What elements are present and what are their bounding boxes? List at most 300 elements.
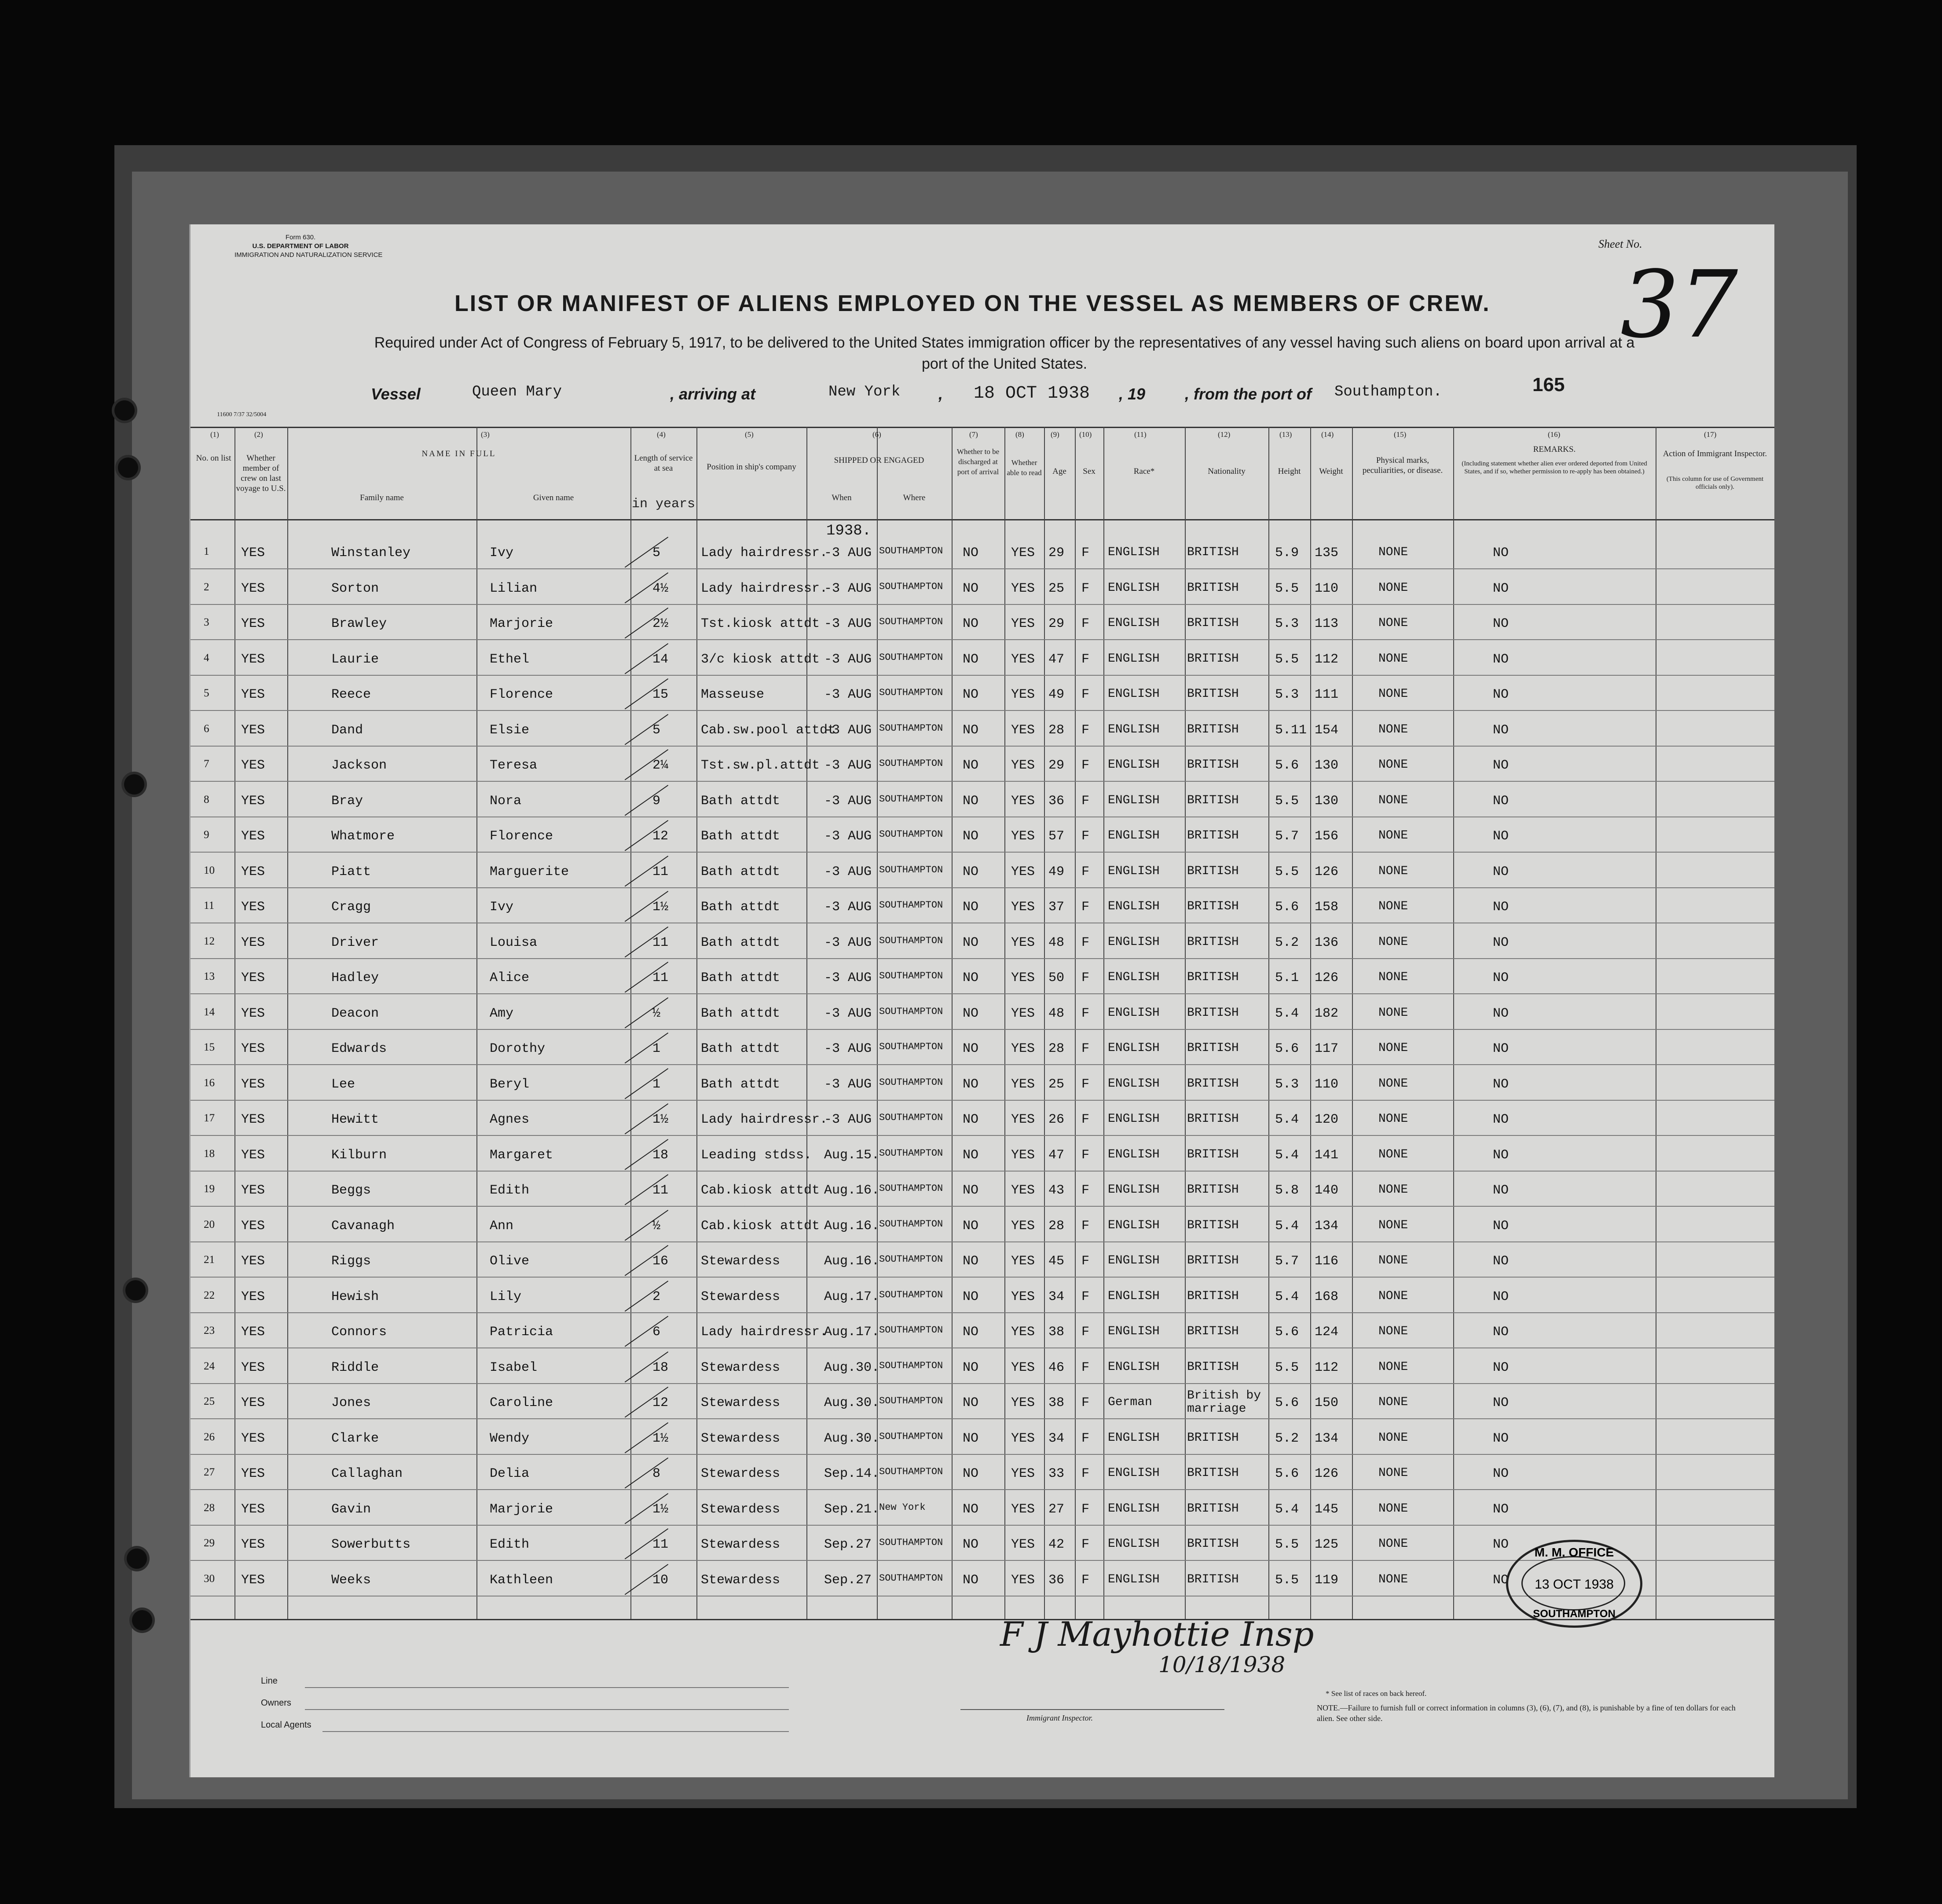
- cell-years: 11: [652, 1183, 669, 1198]
- col-num: (5): [745, 430, 754, 439]
- cell-prev: YES: [241, 1218, 265, 1234]
- cell-marks: NONE: [1378, 1466, 1408, 1480]
- cell-height: 5.7: [1275, 829, 1299, 844]
- cell-weight: 113: [1315, 616, 1339, 631]
- col-num: (10): [1079, 430, 1092, 439]
- cell-read: YES: [1011, 1289, 1035, 1304]
- binding-hole: [132, 1610, 152, 1630]
- cell-family: Cavanagh: [331, 1218, 395, 1234]
- row-rule: [191, 1100, 1774, 1101]
- cell-weight: 117: [1315, 1041, 1339, 1056]
- cell-family: Dand: [331, 722, 363, 738]
- cell-remarks: NO: [1493, 1254, 1509, 1269]
- cell-nat: BRITISH: [1187, 1537, 1239, 1551]
- cell-disch: NO: [963, 1325, 979, 1340]
- cell-no: 29: [204, 1537, 215, 1549]
- row-rule: [191, 887, 1774, 888]
- cell-read: YES: [1011, 1572, 1035, 1588]
- cell-nat: BRITISH: [1187, 793, 1239, 807]
- cell-where: SOUTHAMPTON: [879, 1431, 943, 1442]
- inspector-label: Immigrant Inspector.: [1026, 1714, 1093, 1722]
- cell-age: 38: [1048, 1325, 1065, 1340]
- cell-age: 29: [1048, 758, 1065, 773]
- cell-height: 5.4: [1275, 1112, 1299, 1127]
- cell-given: Teresa: [490, 758, 538, 773]
- cell-prev: YES: [241, 652, 265, 667]
- cell-nat: British by marriage: [1187, 1389, 1261, 1416]
- cell-read: YES: [1011, 1041, 1035, 1056]
- cell-weight: 110: [1315, 1076, 1339, 1092]
- header-height: Height: [1278, 467, 1301, 476]
- cell-given: Florence: [490, 687, 553, 702]
- cell-race: ENGLISH: [1108, 1572, 1160, 1586]
- stamp-port: SOUTHAMPTON: [1533, 1608, 1616, 1620]
- cell-where: SOUTHAMPTON: [879, 935, 943, 946]
- cell-race: ENGLISH: [1108, 829, 1160, 842]
- cell-when: -3 AUG: [824, 581, 872, 596]
- cell-when: -3 AUG: [824, 1112, 872, 1127]
- cell-disch: NO: [963, 1076, 979, 1092]
- cell-marks: NONE: [1378, 1218, 1408, 1232]
- cell-weight: 126: [1315, 970, 1339, 985]
- cell-age: 28: [1048, 722, 1065, 738]
- cell-prev: YES: [241, 1183, 265, 1198]
- form-number: Form 630.: [285, 234, 316, 241]
- sheet-number: 37: [1620, 251, 1738, 359]
- cell-read: YES: [1011, 1183, 1035, 1198]
- cell-weight: 135: [1315, 546, 1339, 560]
- cell-no: 9: [204, 829, 209, 841]
- header-discharged: Whether to be discharged at port of arrival: [956, 447, 1000, 476]
- cell-marks: NONE: [1378, 864, 1408, 878]
- row-rule: [191, 1135, 1774, 1136]
- cell-given: Kathleen: [490, 1572, 553, 1588]
- row-rule: [191, 639, 1774, 640]
- cell-when: Aug.30.: [824, 1431, 880, 1446]
- cell-when: Sep.14.: [824, 1466, 880, 1481]
- cell-position: Cab.kiosk attdt: [701, 1183, 820, 1198]
- signature-date: 10/18/1938: [1158, 1652, 1286, 1677]
- cell-years: 10: [652, 1572, 669, 1588]
- cell-no: 3: [204, 616, 209, 628]
- cell-when: -3 AUG: [824, 793, 872, 809]
- cell-nat: BRITISH: [1187, 864, 1239, 878]
- cell-when: Aug.17.: [824, 1325, 880, 1340]
- cell-disch: NO: [963, 758, 979, 773]
- vessel-label: Vessel: [371, 385, 421, 403]
- cell-sex: F: [1081, 1537, 1090, 1552]
- cell-prev: YES: [241, 581, 265, 596]
- cell-disch: NO: [963, 1112, 979, 1127]
- cell-position: Bath attdt: [701, 864, 780, 879]
- cell-when: Aug.17.: [824, 1289, 880, 1304]
- cell-sex: F: [1081, 1041, 1090, 1056]
- cell-position: Bath attdt: [701, 1076, 780, 1092]
- cell-when: Aug.16.: [824, 1183, 880, 1198]
- cell-read: YES: [1011, 1501, 1035, 1517]
- header-when: When: [832, 493, 852, 502]
- cell-years: 11: [652, 1537, 669, 1552]
- cell-race: ENGLISH: [1108, 581, 1160, 595]
- cell-age: 43: [1048, 1183, 1065, 1198]
- cell-age: 57: [1048, 829, 1065, 844]
- header-where: Where: [903, 493, 926, 502]
- cell-race: ENGLISH: [1108, 1501, 1160, 1516]
- row-rule: [191, 710, 1774, 711]
- cell-no: 26: [204, 1431, 215, 1443]
- col-num: (7): [969, 430, 978, 439]
- service: IMMIGRATION AND NATURALIZATION SERVICE: [235, 251, 383, 259]
- cell-remarks: NO: [1493, 1006, 1509, 1021]
- cell-no: 14: [204, 1006, 215, 1018]
- cell-family: Laurie: [331, 652, 379, 667]
- year-note: 1938.: [826, 523, 872, 539]
- cell-disch: NO: [963, 935, 979, 950]
- cell-position: Bath attdt: [701, 1006, 780, 1021]
- cell-age: 45: [1048, 1254, 1065, 1269]
- cell-years: 15: [652, 687, 669, 702]
- cell-years: 18: [652, 1360, 669, 1375]
- cell-disch: NO: [963, 1431, 979, 1446]
- cell-read: YES: [1011, 1395, 1035, 1410]
- cell-given: Olive: [490, 1254, 530, 1269]
- cell-position: Stewardess: [701, 1360, 780, 1375]
- cell-given: Lilian: [490, 581, 538, 596]
- department: U.S. DEPARTMENT OF LABOR: [252, 242, 349, 250]
- cell-when: -3 AUG: [824, 687, 872, 702]
- cell-weight: 154: [1315, 722, 1339, 738]
- cell-no: 7: [204, 758, 209, 770]
- cell-race: ENGLISH: [1108, 1183, 1160, 1197]
- cell-age: 33: [1048, 1466, 1065, 1481]
- cell-position: Bath attdt: [701, 793, 780, 809]
- cell-years: 5: [652, 546, 661, 560]
- cell-position: Tst.kiosk attdt: [701, 616, 820, 631]
- cell-prev: YES: [241, 1254, 265, 1269]
- cell-height: 5.8: [1275, 1183, 1299, 1198]
- cell-age: 28: [1048, 1041, 1065, 1056]
- cell-nat: BRITISH: [1187, 829, 1239, 842]
- cell-race: ENGLISH: [1108, 1466, 1160, 1480]
- cell-race: ENGLISH: [1108, 793, 1160, 807]
- cell-nat: BRITISH: [1187, 1360, 1239, 1374]
- cell-family: Hewitt: [331, 1112, 379, 1127]
- cell-read: YES: [1011, 864, 1035, 879]
- cell-when: -3 AUG: [824, 1041, 872, 1056]
- cell-position: Cab.sw.pool attdt: [701, 722, 836, 738]
- cell-given: Patricia: [490, 1325, 553, 1340]
- cell-marks: NONE: [1378, 722, 1408, 736]
- cell-age: 42: [1048, 1537, 1065, 1552]
- cell-nat: BRITISH: [1187, 1501, 1239, 1516]
- cell-given: Dorothy: [490, 1041, 546, 1056]
- cell-race: ENGLISH: [1108, 1112, 1160, 1126]
- cell-height: 5.3: [1275, 687, 1299, 702]
- cell-read: YES: [1011, 900, 1035, 915]
- cell-remarks: NO: [1493, 1325, 1509, 1340]
- cell-race: ENGLISH: [1108, 1289, 1160, 1303]
- cell-family: Kilburn: [331, 1147, 387, 1163]
- cell-family: Reece: [331, 687, 371, 702]
- office-stamp: [1506, 1540, 1642, 1628]
- owners-label: Owners: [261, 1698, 291, 1708]
- cell-marks: NONE: [1378, 1112, 1408, 1126]
- cell-given: Wendy: [490, 1431, 530, 1446]
- cell-years: 6: [652, 1325, 661, 1340]
- cell-prev: YES: [241, 1112, 265, 1127]
- cell-no: 20: [204, 1218, 215, 1230]
- cell-read: YES: [1011, 758, 1035, 773]
- header-whether-member: Whether member of crew on last voyage to U.S.: [236, 454, 286, 493]
- cell-nat: BRITISH: [1187, 616, 1239, 630]
- cell-prev: YES: [241, 900, 265, 915]
- header-sex: Sex: [1083, 467, 1096, 476]
- cell-read: YES: [1011, 1147, 1035, 1163]
- cell-years: 1: [652, 1076, 661, 1092]
- cell-no: 15: [204, 1041, 215, 1053]
- cell-prev: YES: [241, 1466, 265, 1481]
- cell-disch: NO: [963, 581, 979, 596]
- cell-position: Stewardess: [701, 1289, 780, 1304]
- cell-age: 36: [1048, 793, 1065, 809]
- penalty-note: NOTE.—Failure to furnish full or correct information in columns (3), (6), (7), and (8), is punishable by a fine of ten dollars for each alien. See other side.: [1317, 1703, 1736, 1723]
- header-no-on-list: No. on list: [196, 454, 231, 463]
- cell-given: Ivy: [490, 546, 514, 560]
- cell-where: SOUTHAMPTON: [879, 687, 943, 698]
- cell-prev: YES: [241, 722, 265, 738]
- cell-when: Aug.16.: [824, 1254, 880, 1269]
- cell-given: Edith: [490, 1183, 530, 1198]
- cell-remarks: NO: [1493, 758, 1509, 773]
- cell-read: YES: [1011, 1076, 1035, 1092]
- cell-age: 27: [1048, 1501, 1065, 1517]
- cell-position: Tst.sw.pl.attdt: [701, 758, 820, 773]
- cell-marks: NONE: [1378, 1325, 1408, 1338]
- cell-height: 5.6: [1275, 758, 1299, 773]
- row-rule: [191, 1312, 1774, 1313]
- cell-years: ½: [652, 1218, 661, 1234]
- cell-where: SOUTHAMPTON: [879, 1006, 943, 1017]
- cell-marks: NONE: [1378, 970, 1408, 984]
- cell-height: 5.4: [1275, 1218, 1299, 1234]
- cell-nat: BRITISH: [1187, 652, 1239, 666]
- cell-where: SOUTHAMPTON: [879, 1076, 943, 1088]
- cell-height: 5.5: [1275, 864, 1299, 879]
- cell-where: SOUTHAMPTON: [879, 581, 943, 592]
- row-rule: [191, 1171, 1774, 1172]
- cell-race: ENGLISH: [1108, 900, 1160, 913]
- cell-disch: NO: [963, 652, 979, 667]
- cell-prev: YES: [241, 1147, 265, 1163]
- cell-read: YES: [1011, 1254, 1035, 1269]
- col-num: (17): [1704, 430, 1717, 439]
- cell-age: 47: [1048, 652, 1065, 667]
- cell-disch: NO: [963, 970, 979, 985]
- cell-remarks: NO: [1493, 616, 1509, 631]
- cell-family: Sorton: [331, 581, 379, 596]
- cell-nat: BRITISH: [1187, 722, 1239, 736]
- cell-sex: F: [1081, 864, 1090, 879]
- cell-read: YES: [1011, 722, 1035, 738]
- cell-position: Stewardess: [701, 1466, 780, 1481]
- cell-weight: 125: [1315, 1537, 1339, 1552]
- cell-race: ENGLISH: [1108, 935, 1160, 949]
- cell-read: YES: [1011, 1466, 1035, 1481]
- local-agents-label: Local Agents: [261, 1720, 311, 1730]
- cell-age: 29: [1048, 616, 1065, 631]
- cell-when: -3 AUG: [824, 935, 872, 950]
- cell-years: 11: [652, 935, 669, 950]
- cell-no: 24: [204, 1360, 215, 1372]
- form-header: [235, 233, 383, 260]
- cell-disch: NO: [963, 1501, 979, 1517]
- cell-remarks: NO: [1493, 1183, 1509, 1198]
- cell-no: 1: [204, 546, 209, 557]
- cell-nat: BRITISH: [1187, 935, 1239, 949]
- cell-disch: NO: [963, 1572, 979, 1588]
- cell-height: 5.5: [1275, 1360, 1299, 1375]
- cell-marks: NONE: [1378, 900, 1408, 913]
- cell-no: 13: [204, 970, 215, 982]
- cell-nat: BRITISH: [1187, 970, 1239, 984]
- cell-sex: F: [1081, 1254, 1090, 1269]
- cell-remarks: NO: [1493, 687, 1509, 702]
- from-label: , from the port of: [1185, 385, 1312, 403]
- cell-when: Sep.21.: [824, 1501, 880, 1517]
- cell-years: 1½: [652, 1431, 669, 1446]
- cell-read: YES: [1011, 793, 1035, 809]
- cell-prev: YES: [241, 970, 265, 985]
- cell-sex: F: [1081, 1501, 1090, 1517]
- cell-prev: YES: [241, 1501, 265, 1517]
- cell-when: -3 AUG: [824, 1076, 872, 1092]
- cell-height: 5.5: [1275, 581, 1299, 596]
- cell-no: 27: [204, 1466, 215, 1478]
- cell-years: 11: [652, 970, 669, 985]
- cell-years: 5: [652, 722, 661, 738]
- cell-read: YES: [1011, 829, 1035, 844]
- cell-read: YES: [1011, 687, 1035, 702]
- cell-nat: BRITISH: [1187, 1254, 1239, 1267]
- cell-read: YES: [1011, 652, 1035, 667]
- cell-age: 25: [1048, 1076, 1065, 1092]
- cell-height: 5.6: [1275, 1395, 1299, 1410]
- cell-nat: BRITISH: [1187, 1183, 1239, 1197]
- cell-height: 5.9: [1275, 546, 1299, 560]
- cell-position: Bath attdt: [701, 1041, 780, 1056]
- cell-marks: NONE: [1378, 1501, 1408, 1516]
- cell-family: Deacon: [331, 1006, 379, 1021]
- cell-marks: NONE: [1378, 1254, 1408, 1267]
- cell-disch: NO: [963, 1147, 979, 1163]
- cell-sex: F: [1081, 722, 1090, 738]
- cell-weight: 136: [1315, 935, 1339, 950]
- cell-height: 5.2: [1275, 935, 1299, 950]
- page-title: LIST OR MANIFEST OF ALIENS EMPLOYED ON THE VESSEL AS MEMBERS OF CREW.: [454, 291, 1491, 316]
- cell-sex: F: [1081, 687, 1090, 702]
- cell-disch: NO: [963, 616, 979, 631]
- cell-nat: BRITISH: [1187, 1466, 1239, 1480]
- arrival-date: 18 OCT 1938: [974, 384, 1090, 403]
- cell-age: 49: [1048, 864, 1065, 879]
- cell-family: Callaghan: [331, 1466, 403, 1481]
- cell-where: SOUTHAMPTON: [879, 900, 943, 911]
- cell-height: 5.6: [1275, 1041, 1299, 1056]
- cell-marks: NONE: [1378, 546, 1408, 559]
- cell-nat: BRITISH: [1187, 687, 1239, 701]
- cell-sex: F: [1081, 793, 1090, 809]
- cell-marks: NONE: [1378, 581, 1408, 595]
- col-num: (8): [1015, 430, 1024, 439]
- cell-read: YES: [1011, 1112, 1035, 1127]
- cell-weight: 182: [1315, 1006, 1339, 1021]
- cell-years: 16: [652, 1254, 669, 1269]
- cell-years: 2: [652, 1289, 661, 1304]
- cell-height: 5.4: [1275, 1289, 1299, 1304]
- col-num: (13): [1279, 430, 1292, 439]
- header-action-note: (This column for use of Government officials only).: [1666, 476, 1764, 491]
- cell-nat: BRITISH: [1187, 900, 1239, 913]
- cell-height: 5.1: [1275, 970, 1299, 985]
- header-position: Position in ship's company: [707, 462, 796, 472]
- cell-position: Bath attdt: [701, 935, 780, 950]
- cell-given: Ethel: [490, 652, 530, 667]
- cell-remarks: NO: [1493, 1360, 1509, 1375]
- cell-sex: F: [1081, 1325, 1090, 1340]
- cell-when: Aug.15.: [824, 1147, 880, 1163]
- cell-sex: F: [1081, 1572, 1090, 1588]
- cell-where: SOUTHAMPTON: [879, 1183, 943, 1194]
- cell-when: Sep.27: [824, 1537, 872, 1552]
- cell-prev: YES: [241, 1431, 265, 1446]
- cell-given: Edith: [490, 1537, 530, 1552]
- cell-prev: YES: [241, 864, 265, 879]
- cell-prev: YES: [241, 1537, 265, 1552]
- cell-height: 5.5: [1275, 793, 1299, 809]
- cell-height: 5.3: [1275, 1076, 1299, 1092]
- binding-hole: [118, 458, 138, 478]
- cell-nat: BRITISH: [1187, 1006, 1239, 1020]
- print-code: 11600 7/37 32/5004: [217, 411, 267, 418]
- col-num: (3): [481, 430, 490, 439]
- cell-weight: 124: [1315, 1325, 1339, 1340]
- cell-when: -3 AUG: [824, 546, 872, 560]
- binding-hole: [125, 1280, 146, 1300]
- arriving-port: New York: [828, 384, 901, 400]
- cell-weight: 126: [1315, 864, 1339, 879]
- cell-sex: F: [1081, 1147, 1090, 1163]
- cell-read: YES: [1011, 616, 1035, 631]
- races-note: * See list of races on back hereof.: [1326, 1689, 1427, 1698]
- page-subtitle: Required under Act of Congress of February 5, 1917, to be delivered to the United States immigration officer by the representatives of any vessel having such aliens on board upon arrival at a port of the United States.: [374, 334, 1635, 372]
- cell-disch: NO: [963, 1466, 979, 1481]
- cell-where: SOUTHAMPTON: [879, 1254, 943, 1265]
- cell-family: Lee: [331, 1076, 355, 1092]
- cell-where: SOUTHAMPTON: [879, 1289, 943, 1300]
- cell-prev: YES: [241, 758, 265, 773]
- cell-marks: NONE: [1378, 1041, 1408, 1055]
- cell-family: Cragg: [331, 900, 371, 915]
- cell-no: 30: [204, 1572, 215, 1585]
- cell-sex: F: [1081, 829, 1090, 844]
- cell-disch: NO: [963, 1254, 979, 1269]
- cell-given: Agnes: [490, 1112, 530, 1127]
- cell-age: 49: [1048, 687, 1065, 702]
- cell-age: 48: [1048, 935, 1065, 950]
- cell-remarks: NO: [1493, 1431, 1509, 1446]
- cell-read: YES: [1011, 581, 1035, 596]
- cell-where: SOUTHAMPTON: [879, 864, 943, 875]
